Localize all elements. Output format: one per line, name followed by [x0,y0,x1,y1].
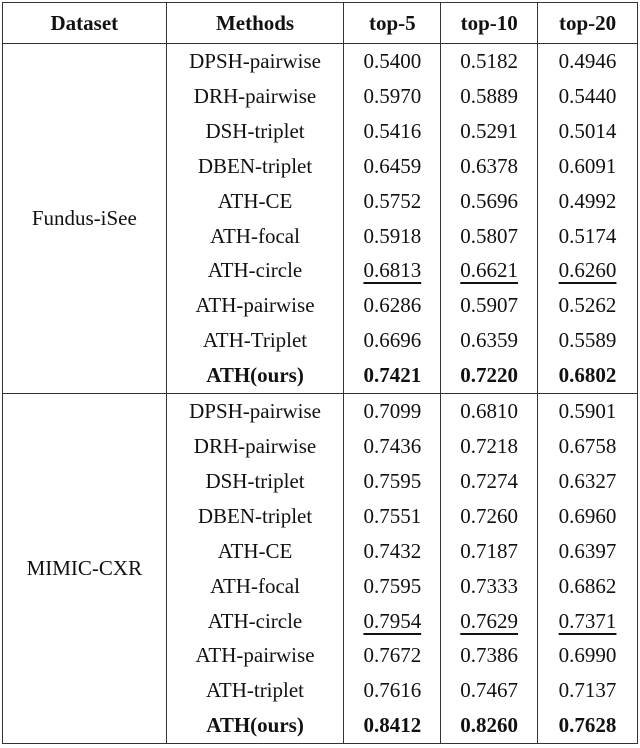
method-cell: DBEN-triplet [166,149,344,184]
top20-cell [538,149,638,184]
top5-cell [344,184,441,219]
top20-cell [538,184,638,219]
header-dataset: Dataset [3,3,167,44]
top5-cell [344,219,441,254]
top20-cell [538,394,638,429]
method-cell: ATH-CE [166,184,344,219]
top5-cell [344,288,441,323]
top10-cell [441,673,538,708]
top10-cell [441,219,538,254]
top10-cell [441,149,538,184]
top5-value: 0.7616 [363,678,422,703]
method-cell: ATH-triplet [166,673,344,708]
header-row [3,3,638,44]
top20-value: 0.7137 [558,678,617,703]
top5-cell [344,638,441,673]
dataset-cell: MIMIC-CXR [3,394,167,744]
top5-cell [344,464,441,499]
top5-value: 0.7436 [363,433,422,458]
top10-cell [441,708,538,743]
header-top10: top-10 [441,3,538,44]
top5-cell [344,323,441,358]
top20-cell [538,604,638,639]
top20-value: 0.4992 [558,188,617,213]
method-cell: DPSH-pairwise [166,394,344,429]
top10-cell [441,429,538,464]
top5-cell [344,149,441,184]
top10-value: 0.7467 [460,678,519,703]
method-cell: ATH-CE [166,534,344,569]
top20-cell [538,219,638,254]
top5-value: 0.6286 [363,293,422,318]
top10-value: 0.7386 [460,643,519,668]
method-cell: ATH(ours) [166,708,344,743]
top5-cell [344,569,441,604]
top20-value: 0.5014 [558,118,617,143]
top10-cell [441,394,538,429]
method-cell: ATH-pairwise [166,288,344,323]
dataset-cell: Fundus-iSee [3,44,167,394]
top5-value: 0.6696 [363,328,422,353]
top5-value: 0.5970 [363,83,422,108]
top20-cell [538,114,638,149]
method-cell: DRH-pairwise [166,429,344,464]
top10-value: 0.6621 [460,258,519,283]
top10-cell [441,534,538,569]
top10-cell [441,569,538,604]
top10-cell [441,184,538,219]
method-cell: DRH-pairwise [166,79,344,114]
table-body [3,44,638,744]
top10-cell [441,464,538,499]
top20-cell [538,323,638,358]
table-row [3,394,638,429]
top5-value: 0.7421 [363,363,422,388]
top20-cell [538,288,638,323]
top5-value: 0.5416 [363,118,422,143]
top10-cell [441,44,538,79]
top5-value: 0.7595 [363,468,422,493]
top10-cell [441,499,538,534]
top20-value: 0.7628 [558,713,617,738]
top5-value: 0.7551 [363,503,422,528]
top20-cell [538,79,638,114]
top10-value: 0.7274 [460,468,519,493]
top20-cell [538,253,638,288]
top10-value: 0.5889 [460,83,519,108]
top10-value: 0.5696 [460,188,519,213]
top20-value: 0.6397 [558,538,617,563]
method-cell: ATH-circle [166,253,344,288]
top5-value: 0.6459 [363,153,422,178]
header-top5: top-5 [344,3,441,44]
top20-value: 0.5589 [558,328,617,353]
top10-cell [441,79,538,114]
top5-value: 0.8412 [363,713,422,738]
top20-value: 0.5174 [558,223,617,248]
top5-cell [344,394,441,429]
top5-cell [344,253,441,288]
top20-cell [538,638,638,673]
top10-value: 0.7333 [460,573,519,598]
top20-value: 0.6862 [558,573,617,598]
top20-cell [538,499,638,534]
top20-value: 0.4946 [558,49,617,73]
method-cell: DSH-triplet [166,114,344,149]
top20-value: 0.5440 [558,83,617,108]
method-cell: DSH-triplet [166,464,344,499]
top10-cell [441,288,538,323]
top5-value: 0.5918 [363,223,422,248]
top20-cell [538,429,638,464]
method-cell: ATH-Triplet [166,323,344,358]
top20-value: 0.6091 [558,153,617,178]
top5-cell [344,604,441,639]
top20-value: 0.6960 [558,503,617,528]
top20-cell [538,44,638,79]
top20-value: 0.7371 [558,608,617,633]
top10-value: 0.5807 [460,223,519,248]
top20-value: 0.6758 [558,433,617,458]
top5-cell [344,673,441,708]
top10-cell [441,323,538,358]
top5-cell [344,429,441,464]
top20-value: 0.6327 [558,468,617,493]
top20-cell [538,358,638,393]
top5-cell [344,358,441,393]
top5-cell [344,534,441,569]
top10-value: 0.6378 [460,153,519,178]
method-cell: DPSH-pairwise [166,44,344,79]
method-cell: ATH(ours) [166,358,344,393]
top5-value: 0.7595 [363,573,422,598]
top10-value: 0.6359 [460,328,519,353]
top10-cell [441,638,538,673]
top5-value: 0.5400 [363,49,422,73]
top20-value: 0.6990 [558,643,617,668]
top5-value: 0.7432 [363,538,422,563]
top10-value: 0.7629 [460,608,519,633]
table-header [3,3,638,44]
top10-value: 0.7218 [460,433,519,458]
top20-cell [538,569,638,604]
top5-value: 0.7672 [363,643,422,668]
top10-cell [441,358,538,393]
top10-value: 0.5291 [460,118,519,143]
top10-value: 0.6810 [460,399,519,424]
top10-value: 0.5907 [460,293,519,318]
method-cell: ATH-focal [166,569,344,604]
table-row [3,44,638,79]
top10-cell [441,253,538,288]
method-cell: ATH-focal [166,219,344,254]
top5-value: 0.6813 [363,258,422,283]
top20-value: 0.6802 [558,363,617,388]
top20-cell [538,534,638,569]
top10-cell [441,114,538,149]
top20-value: 0.5262 [558,293,617,318]
top5-cell [344,499,441,534]
top5-cell [344,114,441,149]
top5-value: 0.7954 [363,608,422,633]
top5-cell [344,44,441,79]
method-cell: ATH-circle [166,604,344,639]
top10-value: 0.8260 [460,713,519,738]
top5-value: 0.5752 [363,188,422,213]
results-table [2,2,638,744]
top20-cell [538,708,638,743]
top5-cell [344,708,441,743]
method-cell: DBEN-triplet [166,499,344,534]
header-top20: top-20 [538,3,638,44]
top5-cell [344,79,441,114]
top10-value: 0.7220 [460,363,519,388]
top5-value: 0.7099 [363,399,422,424]
top20-value: 0.5901 [558,399,617,424]
header-methods: Methods [166,3,344,44]
top10-cell [441,604,538,639]
top20-cell [538,464,638,499]
top20-value: 0.6260 [558,258,617,283]
method-cell: ATH-pairwise [166,638,344,673]
top10-value: 0.7187 [460,538,519,563]
top10-value: 0.5182 [460,49,519,73]
top10-value: 0.7260 [460,503,519,528]
top20-cell [538,673,638,708]
